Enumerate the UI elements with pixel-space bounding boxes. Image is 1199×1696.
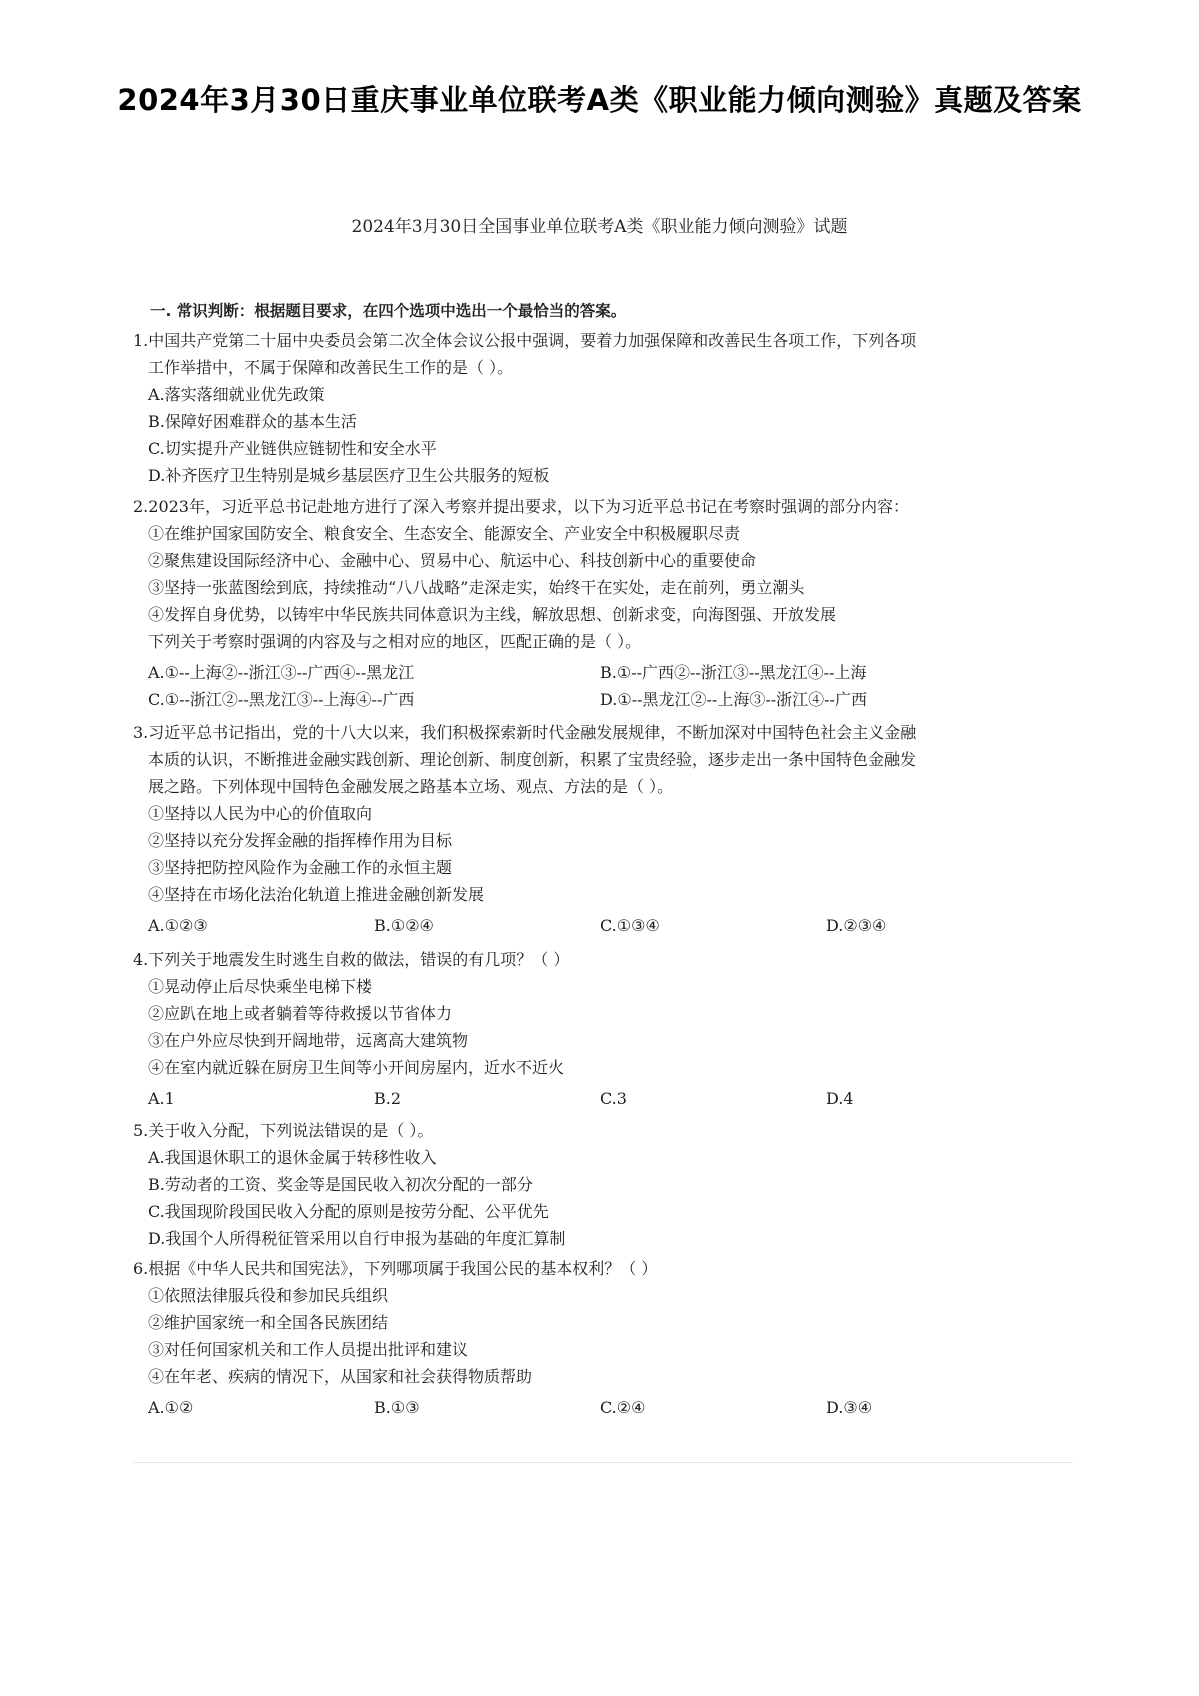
q5-option-b: B.劳动者的工资、奖金等是国民收入初次分配的一部分	[148, 1175, 533, 1194]
question-5	[133, 1117, 1053, 1252]
q5-option-d: D.我国个人所得税征管采用以自行申报为基础的年度汇算制	[148, 1229, 566, 1248]
q4-option-a: A.1	[148, 1089, 175, 1108]
q6-option-b: B.①③	[374, 1398, 420, 1417]
q6-item-2: ②维护国家统一和全国各民族团结	[148, 1313, 389, 1332]
q6-item-4: ④在年老、疾病的情况下，从国家和社会获得物质帮助	[148, 1367, 533, 1386]
page-title: 2024年3月30日重庆事业单位联考A类《职业能力倾向测验》真题及答案	[117, 83, 1082, 117]
question-2	[133, 493, 1053, 713]
q2-item-4: ④发挥自身优势，以铸牢中华民族共同体意识为主线，解放思想、创新求变，向海图强、开放发展	[148, 605, 837, 624]
q4-item-3: ③在户外应尽快到开阔地带，远离高大建筑物	[148, 1031, 469, 1050]
q6-item-1: ①依照法律服兵役和参加民兵组织	[148, 1286, 389, 1305]
q6-option-c: C.②④	[600, 1398, 646, 1417]
q3-item-3: ③坚持把防控风险作为金融工作的永恒主题	[148, 858, 453, 877]
q4-option-b: B.2	[374, 1089, 402, 1108]
q2-item-1: ①在维护国家国防安全、粮食安全、生态安全、能源安全、产业安全中积极履职尽责	[148, 524, 741, 543]
q3-item-2: ②坚持以充分发挥金融的指挥棒作用为目标	[148, 831, 453, 850]
q2-options-row-2	[133, 686, 1053, 713]
question-1	[133, 327, 1053, 489]
q2-options-row-1	[133, 659, 1053, 686]
q3-item-1: ①坚持以人民为中心的价值取向	[148, 804, 373, 823]
q4-item-1: ①晃动停止后尽快乘坐电梯下楼	[148, 977, 373, 996]
q6-item-3: ③对任何国家机关和工作人员提出批评和建议	[148, 1340, 469, 1359]
q2-item-2: ②聚焦建设国际经济中心、金融中心、贸易中心、航运中心、科技创新中心的重要使命	[148, 551, 757, 570]
q3-stem-line2: 本质的认识，不断推进金融实践创新、理论创新、制度创新，积累了宝贵经验，逐步走出一条中国特色金融发	[148, 750, 917, 769]
q1-option-b: B.保障好困难群众的基本生活	[148, 412, 357, 431]
q6-stem-line1: 6.根据《中华人民共和国宪法》，下列哪项属于我国公民的基本权利？（ ）	[133, 1259, 658, 1278]
q2-option-c: C.①--浙江②--黑龙江③--上海④--广西	[148, 690, 415, 709]
exam-subtitle: 2024年3月30日全国事业单位联考A类《职业能力倾向测验》试题	[351, 217, 848, 237]
q1-stem-line1: 1.中国共产党第二十届中央委员会第二次全体会议公报中强调，要着力加强保障和改善民生各项工作，下列各项	[133, 331, 917, 350]
q6-options-row	[133, 1394, 1053, 1421]
page-divider	[133, 1462, 1073, 1463]
question-4	[133, 946, 1053, 1112]
q1-option-a: A.落实落细就业优先政策	[148, 385, 325, 404]
q4-option-c: C.3	[600, 1089, 627, 1108]
q5-option-c: C.我国现阶段国民收入分配的原则是按劳分配、公平优先	[148, 1202, 549, 1221]
q2-item-3: ③坚持一张蓝图绘到底，持续推动“八八战略”走深走实，始终干在实处，走在前列，勇立潮头	[148, 578, 805, 597]
q3-stem-line3: 展之路。下列体现中国特色金融发展之路基本立场、观点、方法的是（ ）。	[148, 777, 674, 796]
q2-option-b: B.①--广西②--浙江③--黑龙江④--上海	[600, 663, 867, 682]
q6-option-d: D.③④	[826, 1398, 873, 1417]
q2-option-a: A.①--上海②--浙江③--广西④--黑龙江	[148, 663, 415, 682]
q4-item-2: ②应趴在地上或者躺着等待救援以节省体力	[148, 1004, 453, 1023]
q2-stem-line1: 2.2023年，习近平总书记赴地方进行了深入考察并提出要求，以下为习近平总书记在考察时强调的部分内容：	[133, 497, 909, 516]
q1-stem-line2: 工作举措中，不属于保障和改善民生工作的是（ ）。	[148, 358, 514, 377]
q1-option-d: D.补齐医疗卫生特别是城乡基层医疗卫生公共服务的短板	[148, 466, 550, 485]
question-3	[133, 719, 1053, 939]
q3-options-row	[133, 912, 1053, 939]
q2-question-ask: 下列关于考察时强调的内容及与之相对应的地区，匹配正确的是（ ）。	[148, 632, 642, 651]
q4-options-row	[133, 1085, 1053, 1112]
q3-option-d: D.②③④	[826, 916, 887, 935]
q3-option-c: C.①③④	[600, 916, 660, 935]
q3-stem-line1: 3.习近平总书记指出，党的十八大以来，我们积极探索新时代金融发展规律，不断加深对中国特色社会主义金融	[133, 723, 917, 742]
q4-item-4: ④在室内就近躲在厨房卫生间等小开间房屋内，近水不近火	[148, 1058, 565, 1077]
q4-stem-line1: 4.下列关于地震发生时逃生自救的做法，错误的有几项？（ ）	[133, 950, 570, 969]
q6-option-a: A.①②	[148, 1398, 194, 1417]
q5-option-a: A.我国退休职工的退休金属于转移性收入	[148, 1148, 437, 1167]
section-heading: 一. 常识判断：根据题目要求，在四个选项中选出一个最恰当的答案。	[150, 302, 627, 320]
q3-item-4: ④坚持在市场化法治化轨道上推进金融创新发展	[148, 885, 485, 904]
question-6	[133, 1255, 1053, 1421]
q3-option-b: B.①②④	[374, 916, 434, 935]
q4-option-d: D.4	[826, 1089, 854, 1108]
q3-option-a: A.①②③	[148, 916, 208, 935]
q1-option-c: C.切实提升产业链供应链韧性和安全水平	[148, 439, 437, 458]
q5-stem-line1: 5.关于收入分配，下列说法错误的是（ ）。	[133, 1121, 434, 1140]
q2-option-d: D.①--黑龙江②--上海③--浙江④--广西	[600, 690, 867, 709]
